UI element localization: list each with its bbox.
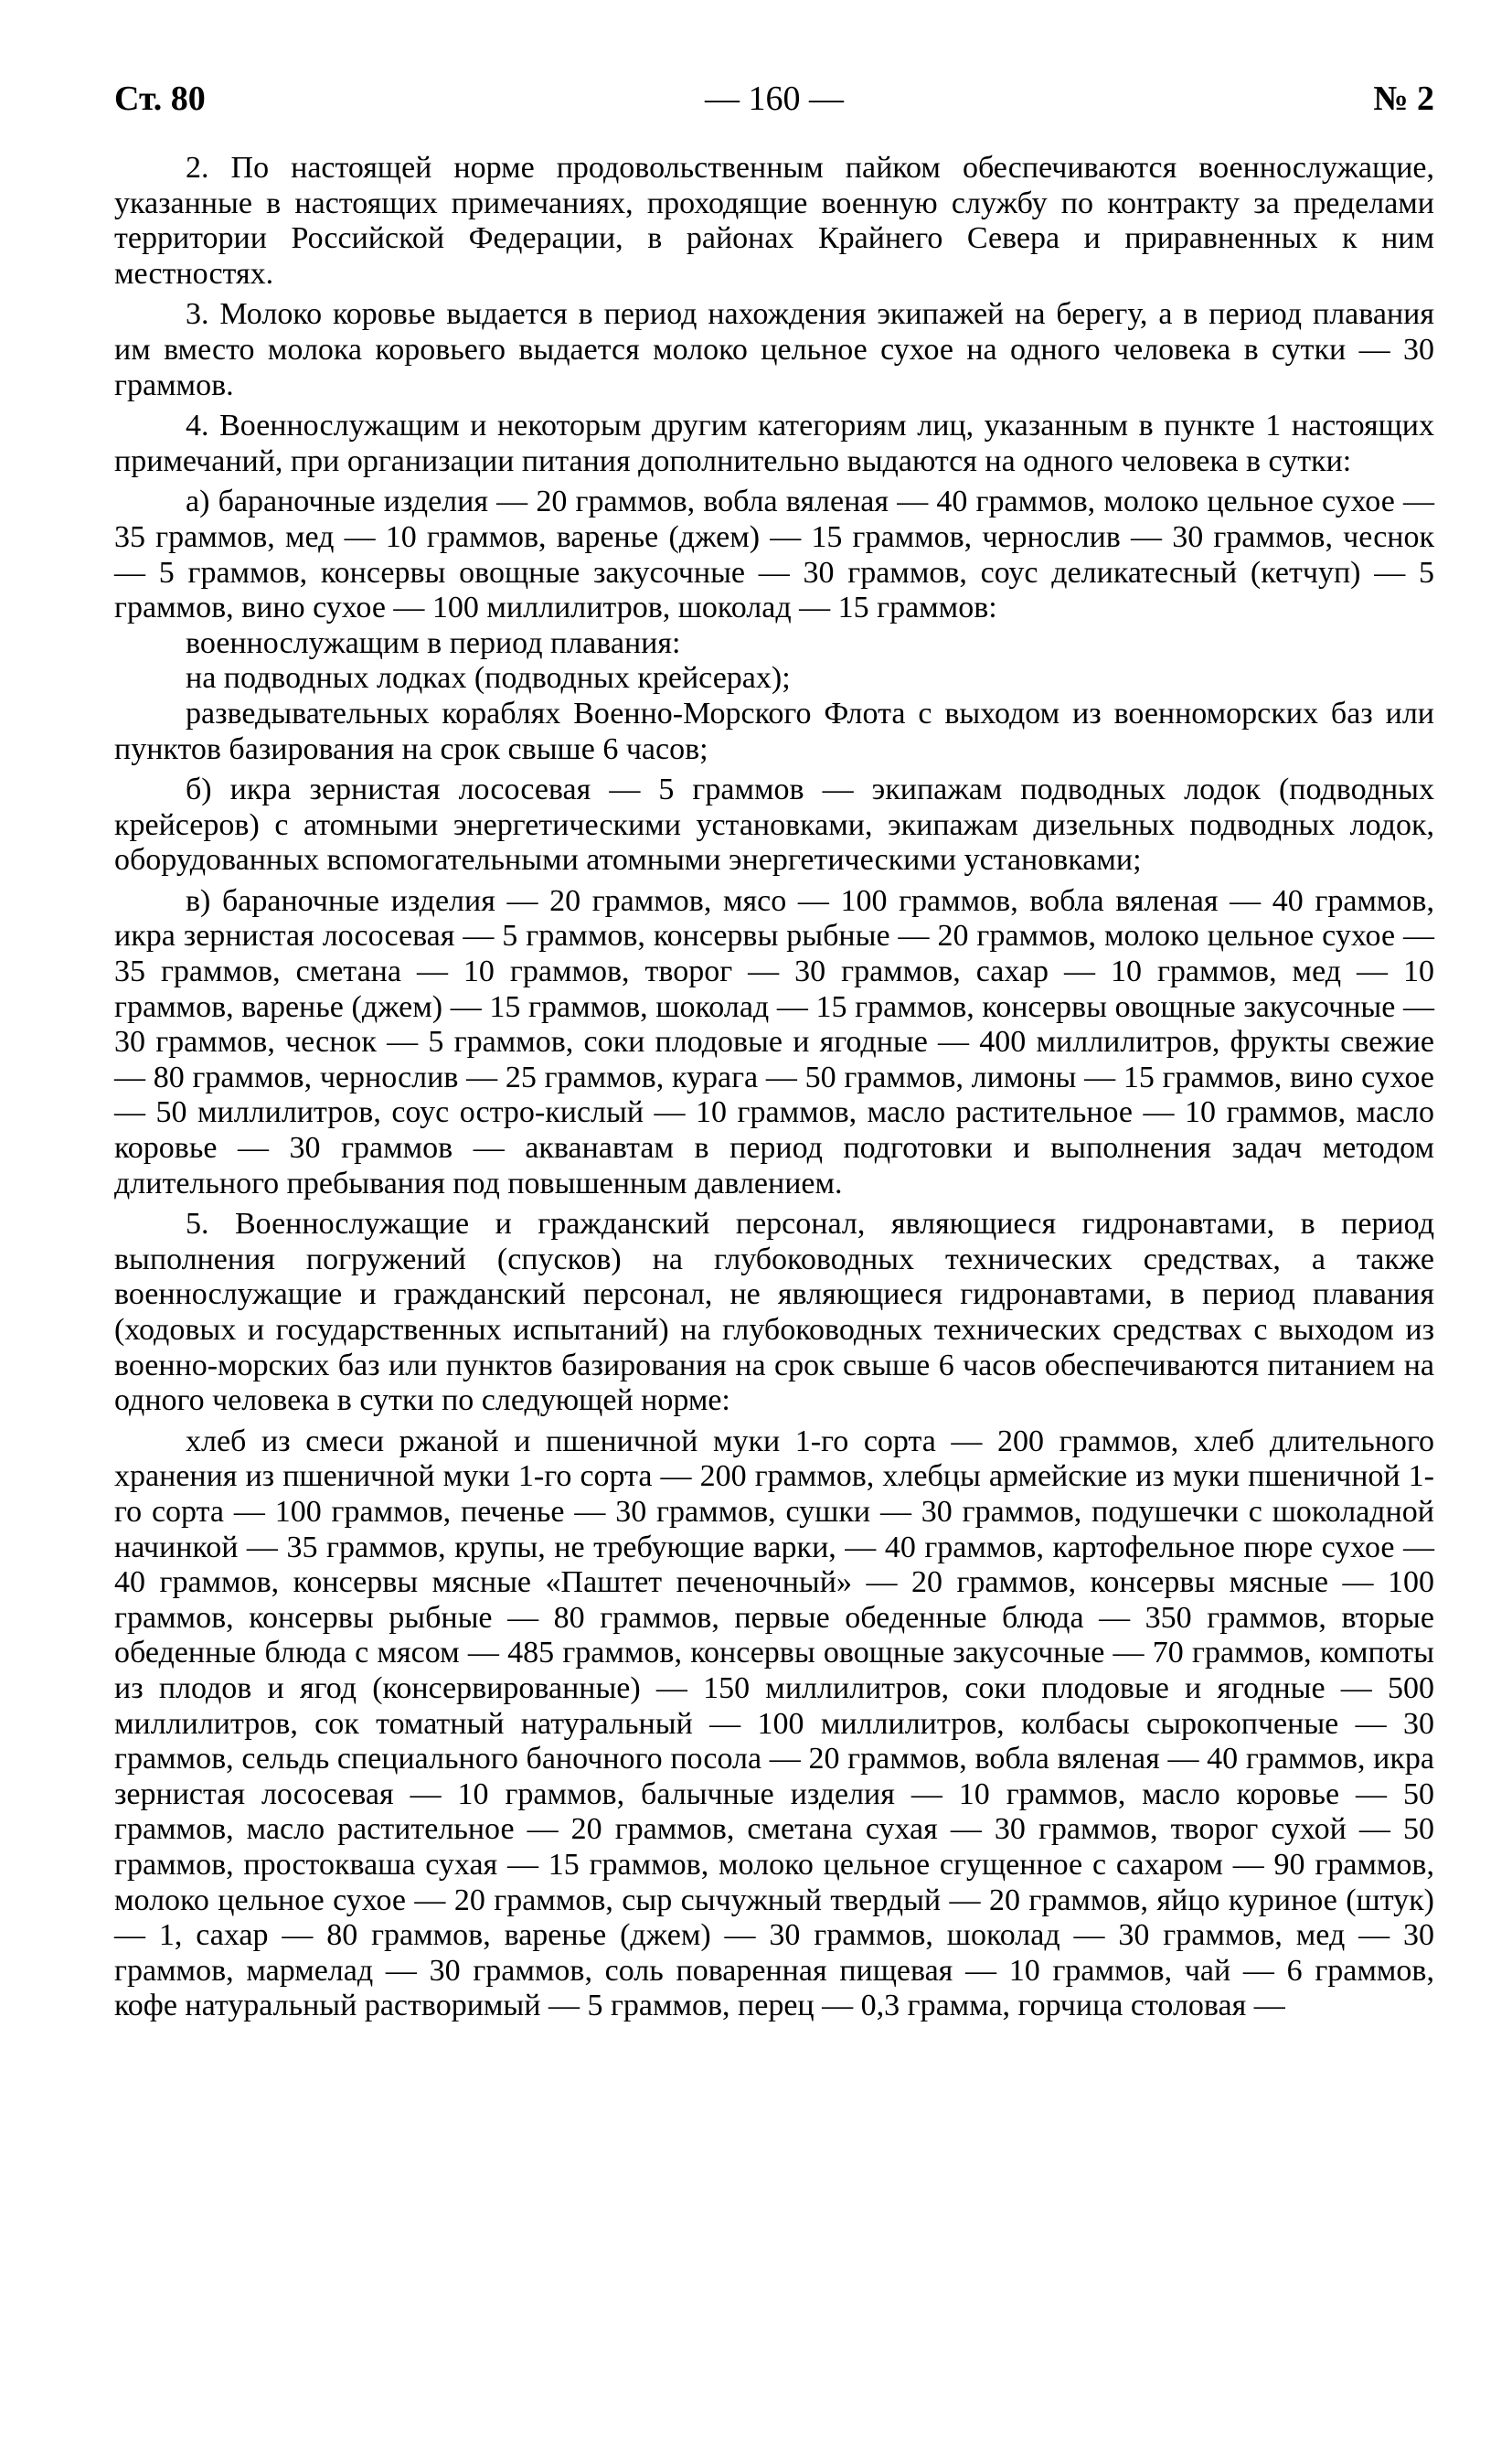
paragraph-item-a-sub-2: на подводных лодках (подводных крейсерах); [186,661,791,696]
document-page [114,75,1434,2030]
page-number: — 160 — [705,80,844,118]
paragraph-note-3: 3. Молоко коровье выдается в период нахождения экипажей на берегу, а в период плавания им вместо молока коровьего выдается молоко цельное сухое на одного человека в сутки — 30 граммов. [114,297,1434,402]
paragraph-item-b: б) икра зернистая лососевая — 5 граммов — экипажам подводных лодок (подводных крейсеров) с атомными энергетическими установками, экипажам дизельных подводных лодок, оборудованных вспомогательными атомными энергетическими установками; [114,773,1434,878]
paragraph-note-2: 2. По настоящей норме продовольственным пайком обеспечиваются военнослужащие, указанные в настоящих примечаниях, проходящие военную службу по контракту за пределами территории Российской Федерации, в районах Крайнего Севера и приравненных к ним местностях. [114,151,1434,291]
issue-number: № 2 [1373,80,1434,118]
paragraph-ration-list: хлеб из смеси ржаной и пшеничной муки 1-го сорта — 200 граммов, хлеб длительного хранения из пшеничной муки 1-го сорта — 200 граммов, хлебцы армейские из муки пшеничной 1-го сорта — 100 граммов, печенье — 30 граммов, сушки — 30 граммов, подушечки с шоколадной начинкой — 35 граммов, крупы, не требующие варки, — 40 граммов, картофельное пюре сухое — 40 граммов, консервы мясные «Паштет печеночный» — 20 граммов, консервы мясные — 100 граммов, консервы рыбные — 80 граммов, первые обеденные блюда — 350 граммов, вторые обеденные блюда с мясом — 485 граммов, консервы овощные закусочные — 70 граммов, компоты из плодов и ягод (консервированные) — 150 миллилитров, соки плодовые и ягодные — 500 миллилитров, сок томатный натуральный — 100 миллилитров, колбасы сырокопченые — 30 граммов, сельдь специального баночного посола — 20 граммов, вобла вяленая — 40 граммов, икра зернистая лососевая — 10 граммов, балычные изделия — 10 граммов, масло коровье — 50 граммов, масло растительное — 20 граммов, сметана сухая — 30 граммов, творог сухой — 50 граммов, простокваша сухая — 15 граммов, молоко цельное сгущенное с сахаром — 90 граммов, молоко цельное сухое — 20 граммов, сыр сычужный твердый — 20 граммов, яйцо куриное (штук) — 1, сахар — 80 граммов, варенье (джем) — 30 граммов, шоколад — 30 граммов, мед — 30 граммов, мармелад — 30 граммов, соль поваренная пищевая — 10 граммов, чай — 6 граммов, кофе натуральный растворимый — 5 граммов, перец — 0,3 грамма, горчица столовая — [114,1424,1434,2023]
article-number: Ст. 80 [114,80,206,118]
paragraph-item-v: в) бараночные изделия — 20 граммов, мясо — 100 граммов, вобла вяленая — 40 граммов, икра зернистая лососевая — 5 граммов, консервы рыбные — 20 граммов, молоко цельное сухое — 35 граммов, сметана — 10 граммов, творог — 30 граммов, сахар — 10 граммов, мед — 10 граммов, варенье (джем) — 15 граммов, шоколад — 15 граммов, консервы овощные закусочные — 30 граммов, чеснок — 5 граммов, соки плодовые и ягодные — 400 миллилитров, фрукты свежие — 80 граммов, чернослив — 25 граммов, курага — 50 граммов, лимоны — 15 граммов, вино сухое — 50 миллилитров, соус остро-кислый — 10 граммов, масло растительное — 10 граммов, масло коровье — 30 граммов — акванавтам в период подготовки и выполнения задач методом длительного пребывания под повышенным давлением. [114,883,1434,1200]
paragraph-item-a-sub-1: военнослужащим в период плавания: [186,625,681,660]
document-body [114,151,1434,2024]
paragraph-note-4: 4. Военнослужащим и некоторым другим категориям лиц, указанным в пункте 1 настоящих примечаний, при организации питания дополнительно выдаются на одного человека в сутки: [114,409,1434,478]
page-header [114,75,1434,123]
paragraph-item-a: а) бараночные изделия — 20 граммов, вобла вяленая — 40 граммов, молоко цельное сухое — 35 граммов, мед — 10 граммов, варенье (джем) — 15 граммов, чернослив — 30 граммов, чеснок — 5 граммов, консервы овощные закусочные — 30 граммов, соус деликатесный (кетчуп) — 5 граммов, вино сухое — 100 миллилитров, шоколад — 15 граммов: [114,485,1434,625]
paragraph-item-a-sub-3: разведывательных кораблях Военно-Морского Флота с выходом из военноморских баз или пунктов базирования на срок свыше 6 часов; [114,696,1434,766]
paragraph-note-5: 5. Военнослужащие и гражданский персонал, являющиеся гидронавтами, в период выполнения погружений (спусков) на глубоководных технических средствах, а также военнослужащие и гражданский персонал, не являющиеся гидронавтами, в период плавания (ходовых и государственных испытаний) на глубоководных технических средствах с выходом из военно-морских баз или пунктов базирования на срок свыше 6 часов обеспечиваются питанием на одного человека в сутки по следующей норме: [114,1207,1434,1418]
